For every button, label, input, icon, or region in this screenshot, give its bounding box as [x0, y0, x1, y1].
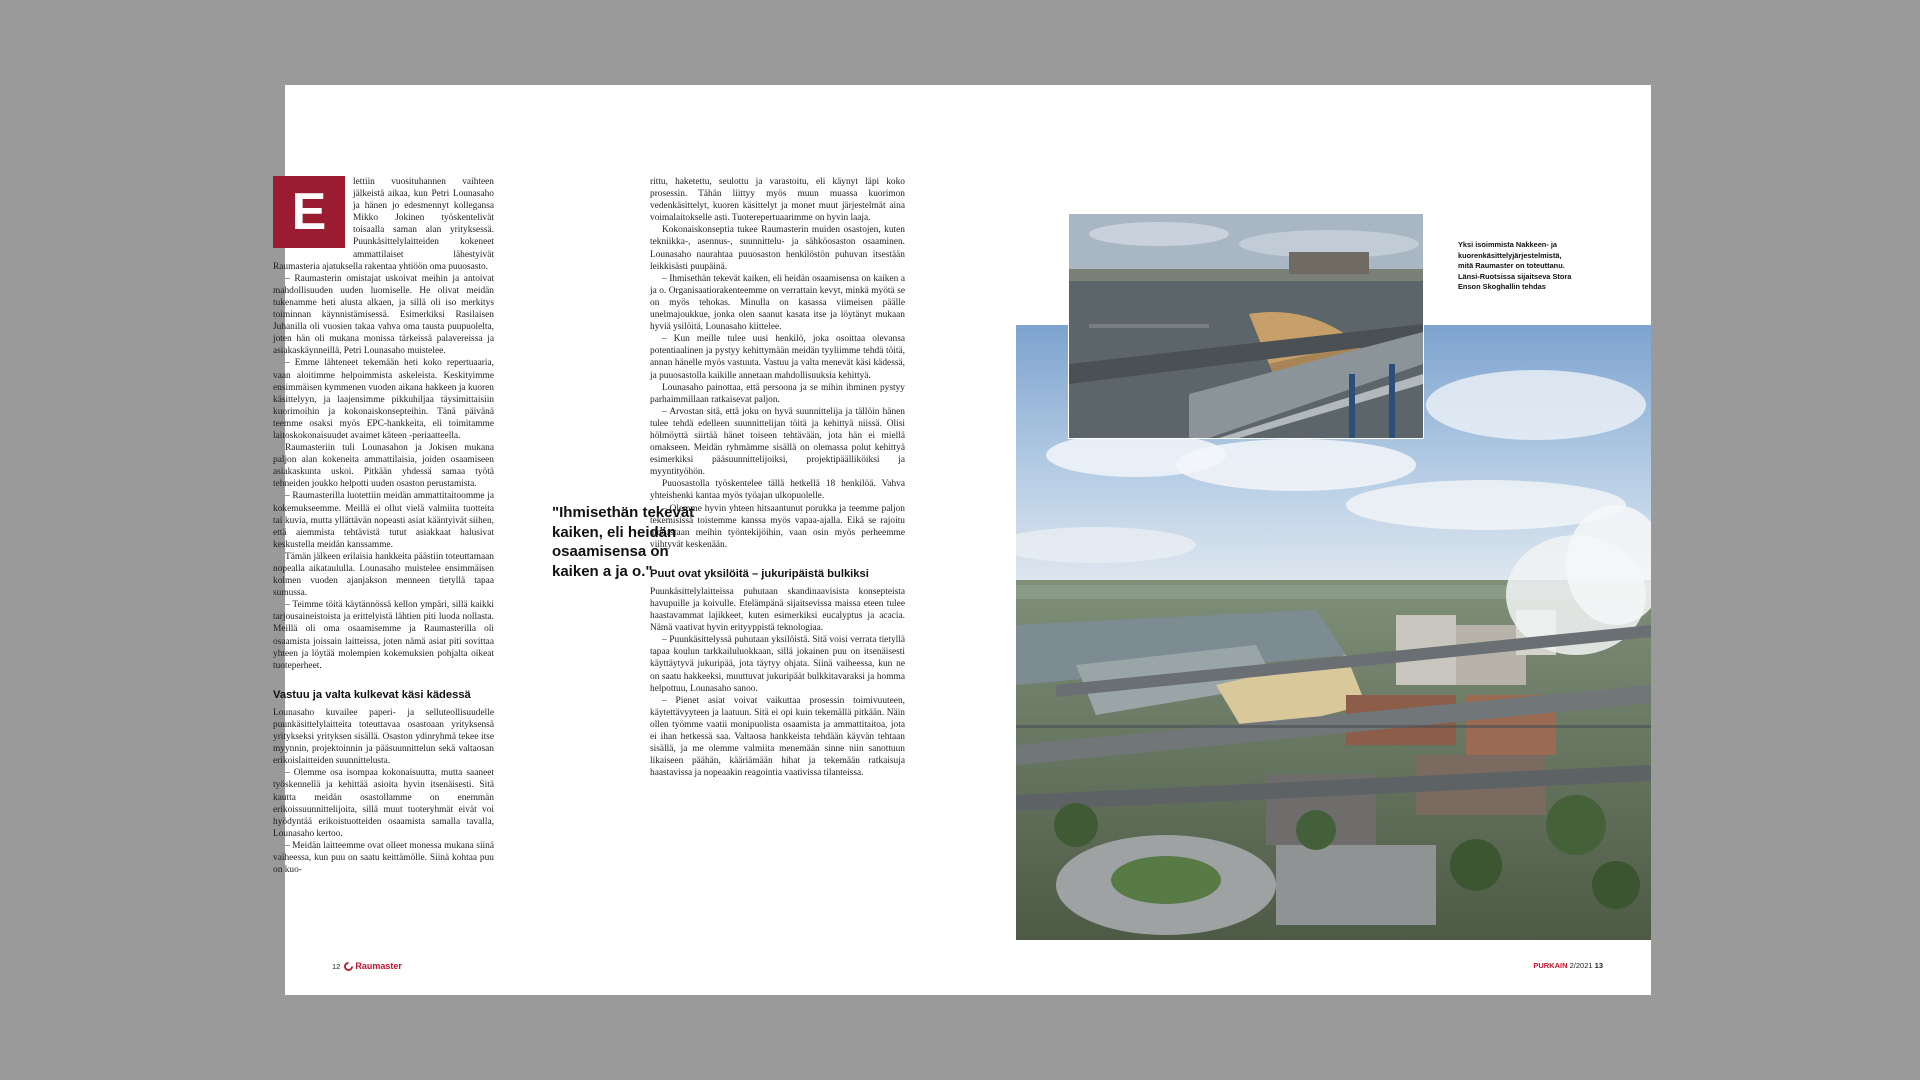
- subheading: Vastuu ja valta kulkevat käsi kädessä: [273, 688, 471, 701]
- middle-text-column: [650, 176, 905, 779]
- article-paragraph: Raumasteriin tuli Lounasahon ja Jokisen mukana paljon alan kokeneita ammattilaisia, joiden osaamiseen asiakaskunta uskoi. Pitkään yhdessä samaa työtä tehneiden joukko helpotti uuden osaston perustamista.: [273, 443, 494, 490]
- raumaster-logo-icon: [344, 962, 353, 971]
- subheading: Puut ovat yksilöitä – jukuripäistä bulkiksi: [650, 567, 869, 580]
- article-paragraph: Tämän jälkeen erilaisia hankkeita päästiin toteuttamaan nopealla aikataululla. Lounasaho muistelee ensimmäisen kolmen vuoden ajanjakson menneen tietyllä tapaa sumussa.: [273, 551, 494, 599]
- article-paragraph: – Puunkäsittelyssä puhutaan yksilöistä. Sitä voisi verrata tietyllä tapaa koulun tarkkailuluokkaan, sillä jokainen puu on itsenäisesti käyttäytyvä jukuripää, jota täytyy ohjata. Siinä vaiheessa, kun ne on saatu hakkeeksi, muuttuvat jukuripäät bulkkitavaraksi ja homma helpottuu, Lounasaho sanoo.: [650, 635, 905, 694]
- article-paragraph: Puuosastolla työskentelee tällä hetkellä 18 henkilöä. Vahva yhteishenki kantaa myös työajan ulkopuolelle.: [650, 479, 905, 502]
- footer-right: [1533, 961, 1603, 970]
- issue-number: 2/2021: [1569, 961, 1593, 970]
- footer-left: [332, 961, 402, 971]
- page-number-left: 12: [332, 961, 341, 971]
- article-paragraph: Lounasaho painottaa, että persoona ja se mihin ihminen pystyy parhaimmillaan ratkaisevat paljon.: [650, 382, 905, 405]
- article-paragraph: – Pienet asiat voivat vaikuttaa prosessin toimivuuteen, käytettävyyteen ja laatuun. Sitä ei opi kuin tekemällä pitkään. Näin ollen työmme vaatii monipuolista osaamista ja ammattitaitoa, jota ei ihan hetkessä saa. Valtaosa hankkeista tehdään käyvän tehtaan sisällä, ja me olemme valmiita menemään sinne niin sanottuun likaiseen päähän, kääriämään hihat ja tekemään ratkaisuja haastavissa ja nopeaakin reagointia vaativissa tilanteissa.: [650, 695, 905, 779]
- article-paragraph: – Ihmisethän tekevät kaiken, eli heidän osaamisensa on kaiken a ja o. Organisaatiorakenteemme on verrattain kevyt, minkä myötä se on myös tehokas. Minulla on kasassa viimeisen päälle unelmajoukkue, jonka olen saanut kasata itse ja löytänyt mukaan hyviä ysilöitä, Lounasaho kiittelee.: [650, 273, 905, 333]
- article-paragraph: Lounasaho kuvailee paperi- ja selluteollisuudelle puunkäsittelylaitteita toteuttavaa osastoaan yrityksensä yritykseksi yrityksen sisällä. Osaston ydinryhmä tekee itse myynnin, projektoinnin ja pääsuunnittelun sekä valtaosan erikoislaitteiden suunnittelusta.: [273, 707, 494, 767]
- page-number-right: 13: [1594, 961, 1603, 970]
- article-paragraph: – Arvostan sitä, että joku on hyvä suunnittelija ja tällöin hänen tulee tehdä edelleen suunnittelijan töitä ja kehittyä niissä. Olisi hölmöyttä siirtää hänet toiseen tehtävään, jota hän ei miellä omakseen. Meidän ryhmämme sisällä on olemassa polut kehittyä esimerkiksi pääsuunnittelijoiksi, projektipäälliköiksi ja myyntityöhön.: [650, 406, 905, 478]
- article-paragraph: – Kun meille tulee uusi henkilö, joka osoittaa olevansa potentiaalinen ja pystyy kehittymään meidän tyyliimme tehdä töitä, annan hänelle myös vastuuta. Vastuu ja valta menevät käsi kädessä, ja puuosastolla kaikille annetaan mahdollisuuksia kehittyä.: [650, 334, 905, 381]
- article-paragraph: rittu, haketettu, seulottu ja varastoitu, eli käynyt läpi koko prosessin. Tähän liittyy myös muun muassa kuorimon vedenkäsittelyt, kuoren käsittelyt ja monet muut järjestelmät aina voimalaitokselle asti. Tuoterepertuaarimme on hyvin laaja.: [650, 177, 905, 224]
- magazine-name: PURKAIN: [1533, 961, 1568, 970]
- article-paragraph: lettiin vuosituhannen vaihteen jälkeistä aikaa, kun Petri Lounasaho ja hänen jo edesmennyt kollegansa Mikko Jokinen työskentelivät toisaalla saman alan yrityksessä. Puunkäsittelylaitteiden kokeneet ammattilaiset lähestyivät Raumasteria ajatuksella rakentaa yhtiöön oma puuosasto.: [273, 177, 494, 272]
- article-paragraph: – Meidän laitteemme ovat olleet monessa mukana siinä vaiheessa, kun puu on saatu keittämölle. Siinä kohtaa puu on kuo-: [273, 840, 494, 876]
- article-paragraph: – Olemme osa isompaa kokonaisuutta, mutta saaneet työskennellä ja kehittää asioita hyvin itsenäisesti. Sitä kautta meidän osastollamme on enemmän erikoissuunnittelijoita, sillä muut tuoteryhmät eivät voi hyödyntää erikoistuotteiden osaamista samalla tavalla, Lounasaho kertoo.: [273, 768, 494, 839]
- pull-quote: "Ihmisethän tekevät kaiken, eli heidän osaamisensa on kaiken a ja o.": [552, 504, 695, 580]
- drop-cap: E: [273, 176, 345, 248]
- article-paragraph: – Olemme hyvin yhteen hitsaantunut porukka ja teemme paljon tekemisissä toistemme kanssa myös vapaa-ajalla. Eikä se rajoitu ainoastaan meihin työntekijöihin, vaan osin myös perheemme viihtyvät keskenään.: [650, 503, 905, 550]
- logo-text: Raumaster: [355, 961, 402, 971]
- article-paragraph: – Teimme töitä käytännössä kellon ympäri, sillä kaikki tarjousaineistoista ja erittelyistä lähtien piti luoda nollasta. Meillä oli oma osaamisemme ja Raumasterilla oli osaamista joissain laitteissa, joten nämä asiat piti sovittaa yhteen ja löytää molempien kokemuksien pohjalta oikeat tuoteperheet.: [273, 600, 494, 671]
- article-paragraph: – Emme lähteneet tekemään heti koko repertuaaria, vaan aloitimme helpoimmista askeleista. Keskityimme ensimmäisen kymmenen vuoden aikana hakkeen ja kuoren käsittelyyn, ja laajensimme pikkuhiljaa täysimittaisiin kuorimoihin ja kokonaiskonsepteihin. Tänä päivänä teemme osaksi myös EPC-hankkeita, eli toimitamme laitoskokonaisuudet avaimet käteen -periaatteella.: [273, 358, 494, 441]
- conveyor-inset-photo: [1068, 213, 1424, 439]
- photo-caption: Yksi isoimmista Nakkeen- ja kuorenkäsittelyjärjestelmistä, mitä Raumaster on toteuttanu. Länsi-Ruotsissa sijaitseva Stora Enson Skoghallin tehdas: [1458, 240, 1572, 291]
- magazine-spread: [273, 85, 1651, 995]
- article-paragraph: – Raumasterilla luotettiin meidän ammattitaitoomme ja kokemukseemme. Meillä ei ollut vielä valmiita tuotteita tai kuvia, mutta yllättävän nopeasti asiat kääntyivät siihen, että aiemmista tehtävistä tutut asiakkaat halusivat keskustella meidän kanssamme.: [273, 491, 494, 550]
- conveyor-inset-image: [1069, 214, 1423, 438]
- article-paragraph: Kokonaiskonseptia tukee Raumasterin muiden osastojen, kuten tekniikka-, asennus-, suunnittelu- ja sähköosaston osaaminen. Lounasaho naurahtaa puuosaston henkilöstön puhuvan itsestään leikkisästi puupäinä.: [650, 225, 905, 272]
- raumaster-logo: [344, 961, 402, 971]
- left-text-column: [273, 176, 494, 876]
- article-paragraph: – Raumasterin omistajat uskoivat meihin ja antoivat mahdollisuuden uuden luomiselle. He olivat meidän tukenamme heti alusta alkaen, ja sillä oli iso merkitys toiminnan käynnistämisessä. Esimerkiksi Rasilaisen Juhanilla oli vuosien takaa vahva oma tausta puupuolelta, joten hän oli mukana monissa tärkeissä palavereissa ja asiakaskäynneillä, Petri Lounasaho muistelee.: [273, 273, 494, 357]
- article-paragraph: Puunkäsittelylaitteissa puhutaan skandinaavisista konsepteista havupuille ja koivulle. Etelämpänä sijaitsevissa maissa eteen tulee haastavammat lajikkeet, kuten esimerkiksi eucalyptus ja acacia. Nämä vaativat hyvin erityyppistä teknologiaa.: [650, 586, 905, 634]
